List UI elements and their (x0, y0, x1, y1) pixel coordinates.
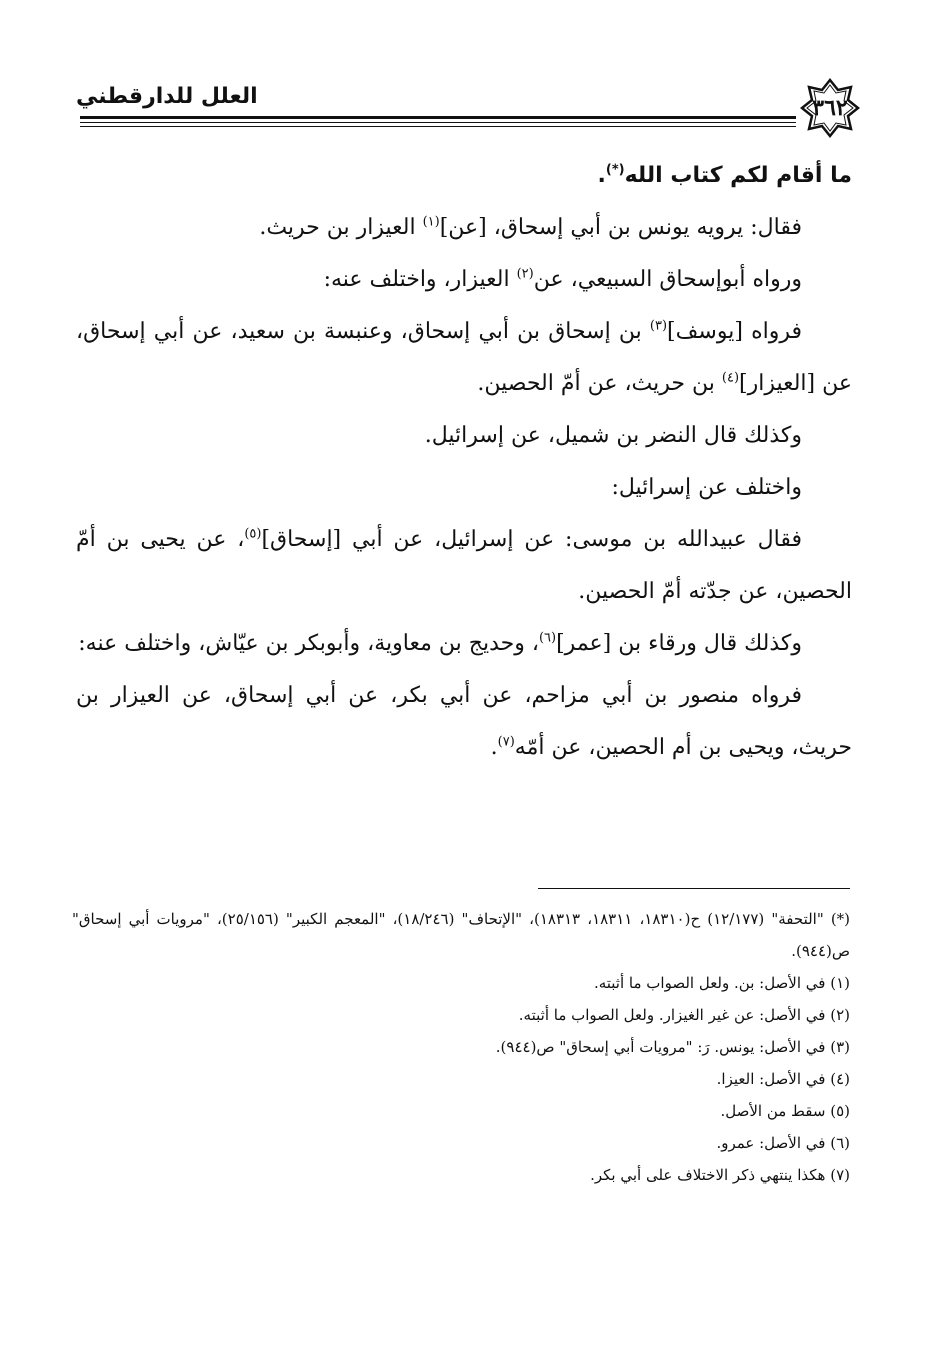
footnote-marker: (٤) (721, 370, 740, 386)
text-segment: . (490, 735, 498, 760)
paragraph (76, 254, 852, 306)
footnote: (٤) في الأصل: العيزا. (716, 1070, 850, 1088)
footnotes (72, 903, 850, 1191)
lead-text: ما أقام لكم كتاب الله (624, 163, 852, 188)
footnote-marker: (٣) (649, 318, 668, 334)
paragraph (76, 670, 852, 774)
header-rule-thick (80, 116, 796, 119)
text-segment: بن حريث، عن أمّ الحصين. (477, 371, 722, 396)
text-segment: وكذلك قال ورقاء بن [عمر] (556, 631, 802, 656)
header-rule-thin (80, 126, 796, 127)
footnote-divider (538, 888, 850, 889)
paragraph (76, 306, 852, 410)
text-segment: واختلف عن إسرائيل: (611, 475, 802, 500)
text-segment: ، وحديج بن معاوية، وأبوبكر بن عيّاش، واختلف عنه: (78, 631, 539, 656)
page-number: ٣٦٢ (812, 95, 848, 121)
footnote-marker: (١) (422, 214, 440, 230)
footnote: (٦) في الأصل: عمرو. (716, 1134, 850, 1152)
paragraph (76, 202, 852, 254)
text-segment: بن إسحاق بن أبي إسحاق، وعنبسة بن سعيد، عن أبي إسحاق، عن [العيزار] (76, 319, 852, 396)
text-segment: فقال: يرويه يونس بن أبي إسحاق، [عن] (439, 215, 802, 240)
text-segment: ، عن يحيى بن أمّ الحصين، عن جدّته أمّ الحصين. (76, 527, 852, 604)
text-segment: فرواه [يوسف] (667, 319, 802, 344)
footnote: (٧) هكذا ينتهي ذكر الاختلاف على أبي بكر. (590, 1166, 850, 1184)
footnote-marker: (٥) (244, 526, 262, 542)
paragraph (76, 618, 852, 670)
footnote: (٣) في الأصل: يونس. رَ: "مرويات أبي إسحاق" ص(٩٤٤). (495, 1038, 850, 1056)
main-text (76, 150, 852, 774)
text-segment: فقال عبيدالله بن موسى: عن إسرائيل، عن أبي [إسحاق] (261, 527, 803, 552)
paragraph (76, 514, 852, 618)
footnote-marker: (*) (605, 162, 625, 178)
text-segment: فرواه منصور بن أبي مزاحم، عن أبي بكر، عن أبي إسحاق، عن العيزار بن حريث، ويحيى بن أم الحصين، عن أمّه (76, 683, 852, 760)
paragraph (76, 462, 852, 514)
page-header (72, 74, 860, 154)
header-rule-thin (80, 122, 796, 123)
text-segment: ورواه أبوإسحاق السبيعي، عن (533, 267, 802, 292)
source-note: (*) "التحفة" (١٢/١٧٧) ح(١٨٣١٠، ١٨٣١١، ١٨٣١٣)، "الإتحاف" (١٨/٢٤٦)، "المعجم الكبير" (٢٥/١٥٦)، "مرويات أبي إسحاق" ص(٩٤٤). (72, 910, 851, 960)
lead-line: ما أقام لكم كتاب الله(*). (597, 162, 852, 188)
text-segment: وكذلك قال النضر بن شميل، عن إسرائيل. (424, 423, 802, 448)
text-segment: العيزار، واختلف عنه: (323, 267, 517, 292)
footnote: (٥) سقط من الأصل. (720, 1102, 850, 1120)
page-number-badge (800, 78, 860, 138)
book-title: العلل للدارقطني (76, 84, 258, 109)
footnote: (١) في الأصل: بن. ولعل الصواب ما أثبته. (593, 974, 850, 992)
footnote-marker: (٦) (538, 630, 557, 646)
paragraph (76, 410, 852, 462)
text-segment: العيزار بن حريث. (259, 215, 423, 240)
footnote-marker: (٧) (497, 734, 515, 750)
footnote-marker: (٢) (516, 266, 534, 282)
footnote: (٢) في الأصل: عن غير الغيزار. ولعل الصواب ما أثبته. (518, 1006, 850, 1024)
